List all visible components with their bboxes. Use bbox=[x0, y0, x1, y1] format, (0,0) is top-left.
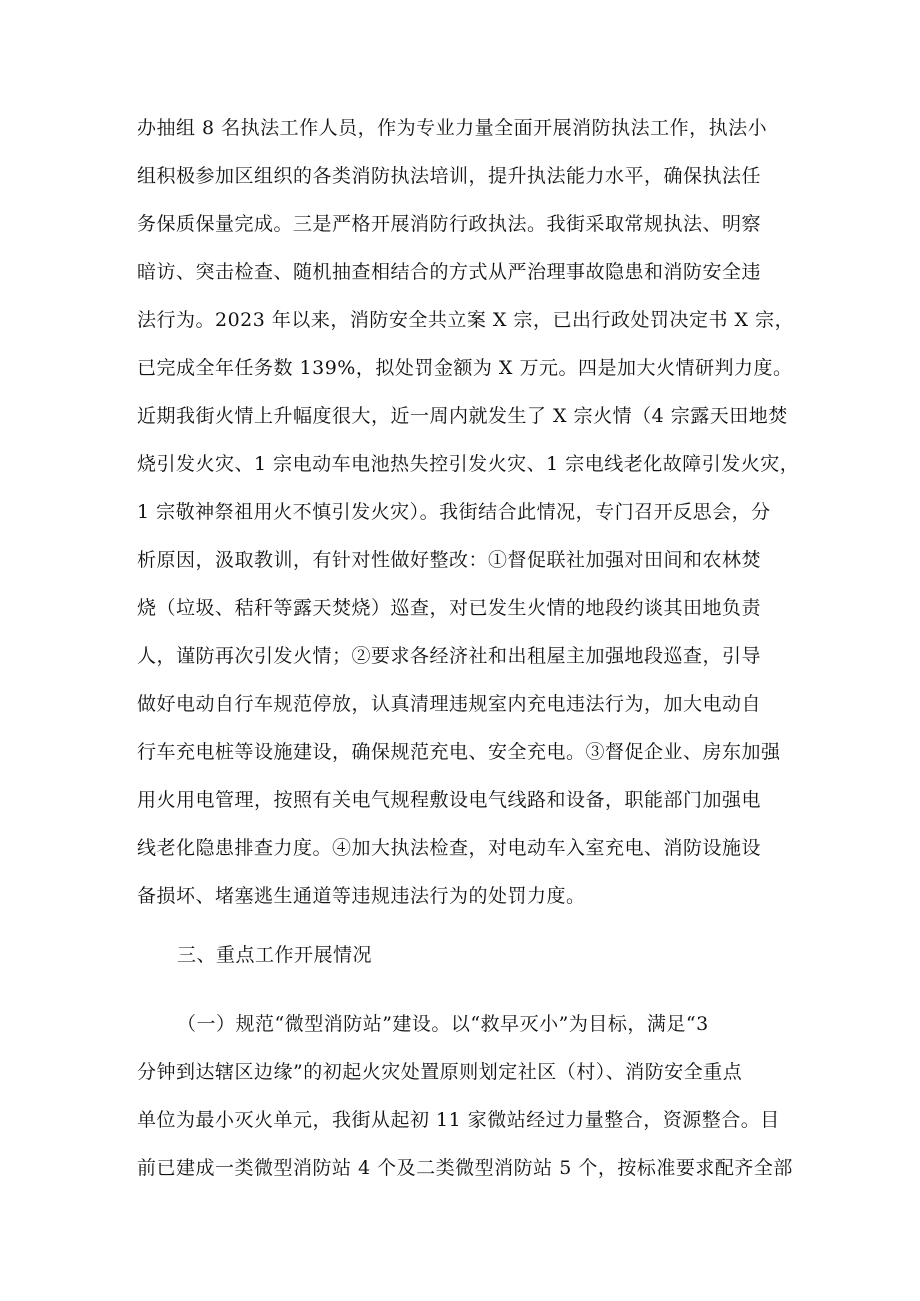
text-line: 法行为。2023 年以来，消防安全共立案 X 宗，已出行政处罚决定书 X 宗， bbox=[137, 309, 795, 331]
text-line: 做好电动自行车规范停放，认真清理违规室内充电违法行为，加大电动自 bbox=[137, 693, 762, 715]
text-line: 烧（垃圾、秸秆等露天焚烧）巡查，对已发生火情的地段约谈其田地负责 bbox=[137, 597, 762, 619]
text-line: 已完成全年任务数 139%，拟处罚金额为 X 万元。四是加大火情研判力度。 bbox=[137, 357, 793, 379]
text-line: （一）规范“微型消防站”建设。以“救早灭小”为目标，满足“3 bbox=[177, 1013, 709, 1035]
text-line: 人，谨防再次引发火情；②要求各经济社和出租屋主加强地段巡查，引导 bbox=[137, 645, 762, 667]
text-line: 单位为最小灭火单元，我街从起初 11 家微站经过力量整合，资源整合。目 bbox=[137, 1109, 780, 1131]
text-line: 析原因，汲取教训，有针对性做好整改：①督促联社加强对田间和农林焚 bbox=[137, 549, 762, 571]
text-line: 近期我街火情上升幅度很大，近一周内就发生了 X 宗火情（4 宗露天田地焚 bbox=[137, 405, 788, 427]
text-line: 线老化隐患排查力度。④加大执法检查，对电动车入室充电、消防设施设 bbox=[137, 837, 762, 859]
text-line: 暗访、突击检查、随机抽查相结合的方式从严治理事故隐患和消防安全违 bbox=[137, 261, 762, 283]
text-line: 备损坏、堵塞逃生通道等违规违法行为的处罚力度。 bbox=[137, 885, 586, 907]
text-line: 务保质保量完成。三是严格开展消防行政执法。我街采取常规执法、明察 bbox=[137, 213, 762, 235]
text-line: 办抽组 8 名执法工作人员，作为专业力量全面开展消防执法工作，执法小 bbox=[137, 117, 768, 139]
text-line: 1 宗敬神祭祖用火不慎引发火灾）。我街结合此情况，专门召开反思会，分 bbox=[137, 501, 771, 523]
text-line: 组积极参加区组织的各类消防执法培训，提升执法能力水平，确保执法任 bbox=[137, 165, 762, 187]
text-line: 行车充电桩等设施建设，确保规范充电、安全充电。③督促企业、房东加强 bbox=[137, 741, 781, 763]
text-line: 前已建成一类微型消防站 4 个及二类微型消防站 5 个，按标准要求配齐全部 bbox=[137, 1157, 793, 1179]
text-line: 分钟到达辖区边缘”的初起火灾处置原则划定社区（村）、消防安全重点 bbox=[137, 1061, 743, 1083]
text-line: 用火用电管理，按照有关电气规程敷设电气线路和设备，职能部门加强电 bbox=[137, 789, 762, 811]
section-heading: 三、重点工作开展情况 bbox=[177, 944, 373, 966]
text-line: 烧引发火灾、1 宗电动车电池热失控引发火灾、1 宗电线老化故障引发火灾， bbox=[137, 453, 800, 475]
